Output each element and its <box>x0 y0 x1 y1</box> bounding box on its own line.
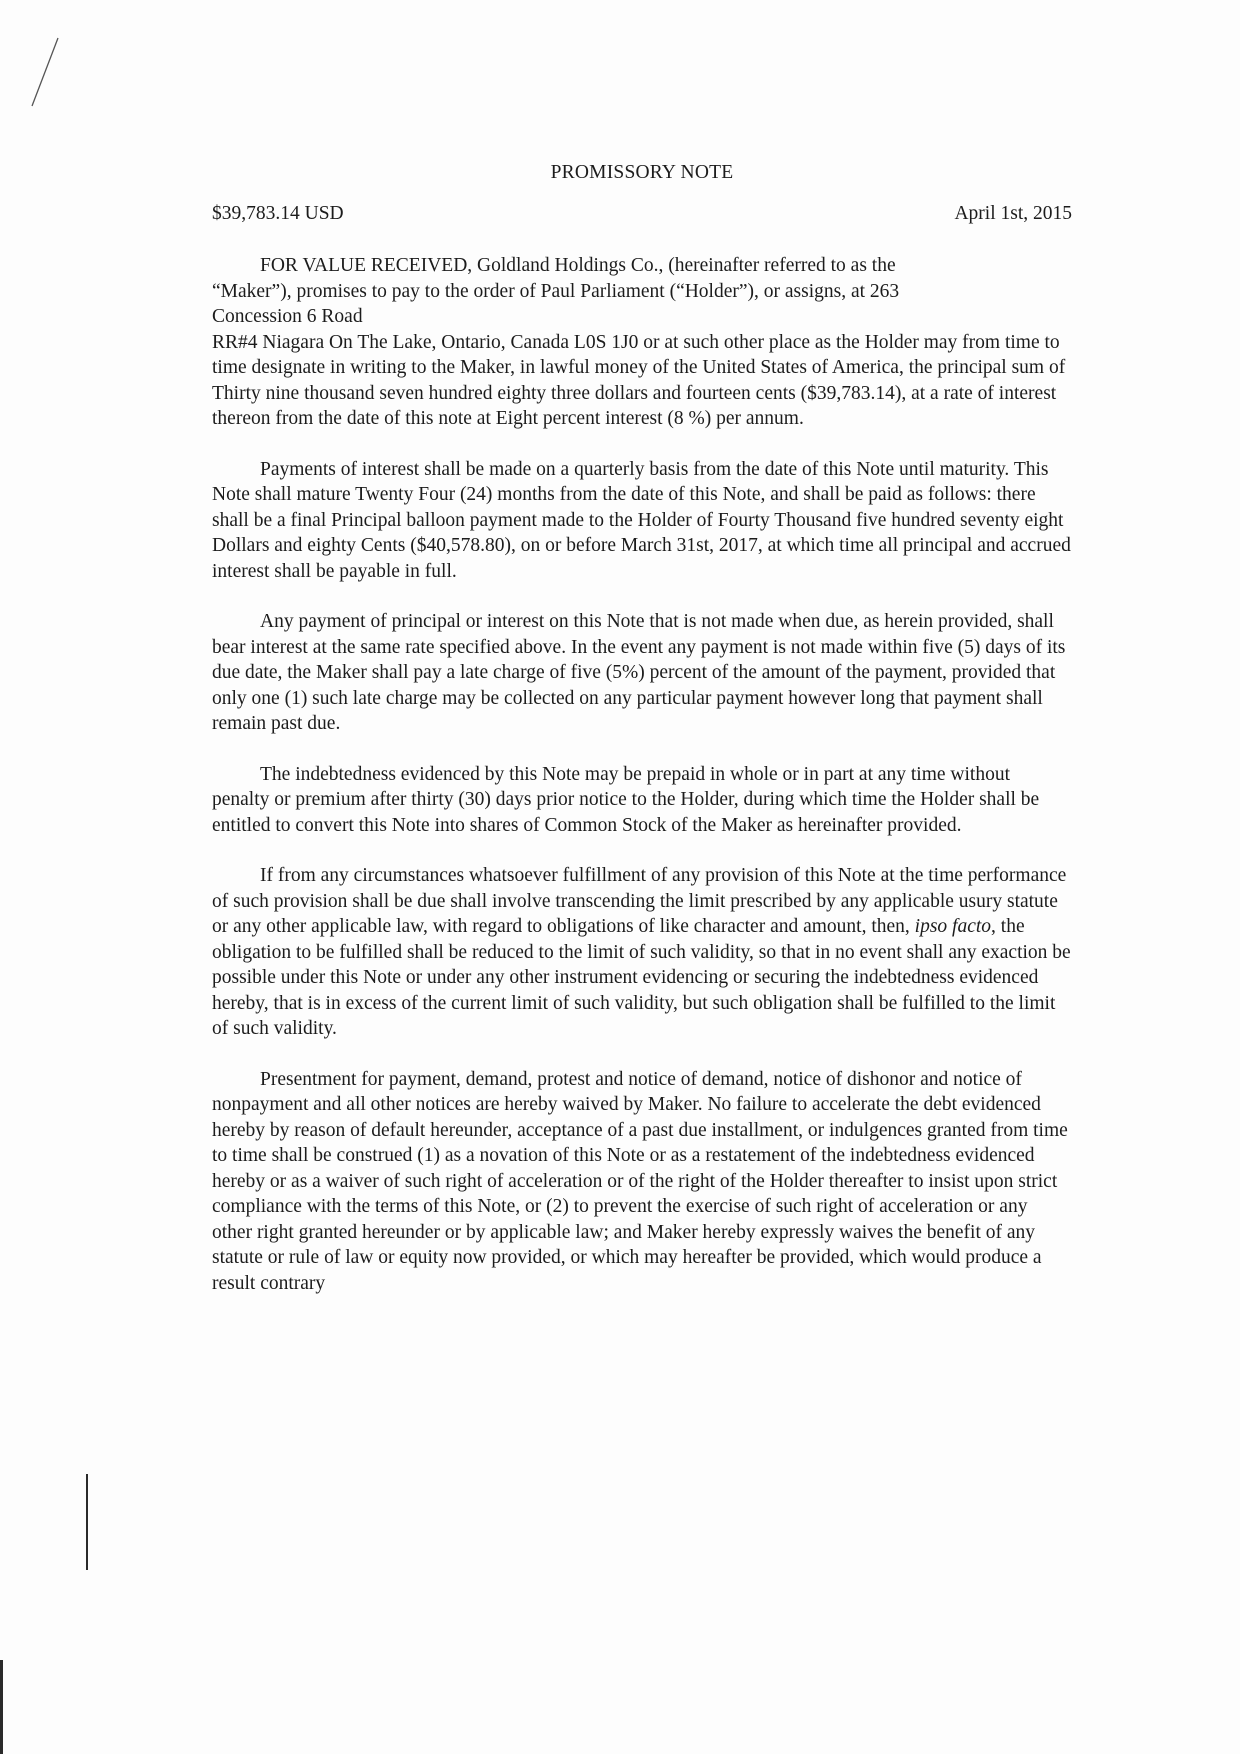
usury-text-start: If from any circumstances whatsoever fulfillment of any provision of this Note at the time performance of such provision shall be due shall involve transcending the limit prescribed by any applicable usury statute or any other applicable law, with regard to obligations of like character and amount, then, <box>212 865 1067 937</box>
paragraph-line: RR#4 Niagara On The Lake, Ontario, Canada L0S 1J0 or at such other place as the Holder may from time to time designate in writing to the Maker, in lawful money of the United States of America, the principal sum of Thirty nine thousand seven hundred eighty three dollars and fourteen cents ($39,783.14), at a rate of interest thereon from the date of this note at Eight percent interest (8 %) per annum. <box>212 331 1066 429</box>
paragraph-prepayment: The indebtedness evidenced by this Note may be prepaid in whole or in part at any time without penalty or premium after thirty (30) days prior notice to the Holder, during which time the Holder shall be entitled to convert this Note into shares of Common Stock of the Maker as hereinafter provided. <box>212 763 1040 836</box>
margin-scan-line <box>86 1474 88 1570</box>
paragraph-value-received <box>212 253 1072 432</box>
paragraph-line: Concession 6 Road <box>212 306 363 327</box>
pen-stroke-mark <box>28 36 62 108</box>
document-title: PROMISSORY NOTE <box>550 162 734 183</box>
note-date: April 1st, 2015 <box>954 202 1072 224</box>
usury-italic-term: ipso facto <box>914 916 992 937</box>
edge-scan-line <box>0 1660 3 1754</box>
paragraph-usury <box>212 863 1072 1042</box>
paragraph-line: “Maker”), promises to pay to the order of Paul Parliament (“Holder”), or assigns, at 263 <box>212 280 900 302</box>
note-amount: $39,783.14 USD <box>212 202 344 224</box>
header-row <box>212 201 1072 227</box>
usury-text-end: , the obligation to be fulfilled shall be reduced to the limit of such validity, so that in no event shall any exaction be possible under this Note or under any other instrument evidencing or securing the indebtedness evidenced hereby, that is in excess of the current limit of such validity, but such obligation shall be fulfilled to the limit of such validity. <box>212 916 1071 1039</box>
promissory-note-document <box>212 160 1072 1321</box>
paragraph-line: FOR VALUE RECEIVED, Goldland Holdings Co., (hereinafter referred to as the <box>260 255 896 276</box>
paragraph-payments: Payments of interest shall be made on a quarterly basis from the date of this Note until maturity. This Note shall mature Twenty Four (24) months from the date of this Note, and shall be paid as follows: there shall be a final Principal balloon payment made to the Holder of Fourty Thousand five hundred seventy eight Dollars and eighty Cents ($40,578.80), on or before March 31st, 2017, at which time all principal and accrued interest shall be payable in full. <box>212 458 1071 582</box>
paragraph-waiver: Presentment for payment, demand, protest and notice of demand, notice of dishonor and notice of nonpayment and all other notices are hereby waived by Maker. No failure to accelerate the debt evidenced hereby by reason of default hereunder, acceptance of a past due installment, or indulgences granted from time to time shall be construed (1) as a novation of this Note or as a restatement of the indebtedness evidenced hereby or as a waiver of such right of acceleration or of the right of the Holder thereafter to insist upon strict compliance with the terms of this Note, or (2) to prevent the exercise of such right of acceleration or any other right granted hereunder or by applicable law; and Maker hereby expressly waives the benefit of any statute or rule of law or equity now provided, or which may hereafter be provided, which would produce a result contrary <box>212 1068 1068 1294</box>
paragraph-late-charge: Any payment of principal or interest on this Note that is not made when due, as herein provided, shall bear interest at the same rate specified above. In the event any payment is not made within five (5) days of its due date, the Maker shall pay a late charge of five (5%) percent of the amount of the payment, provided that only one (1) such late charge may be collected on any particular payment however long that payment shall remain past due. <box>212 611 1066 734</box>
